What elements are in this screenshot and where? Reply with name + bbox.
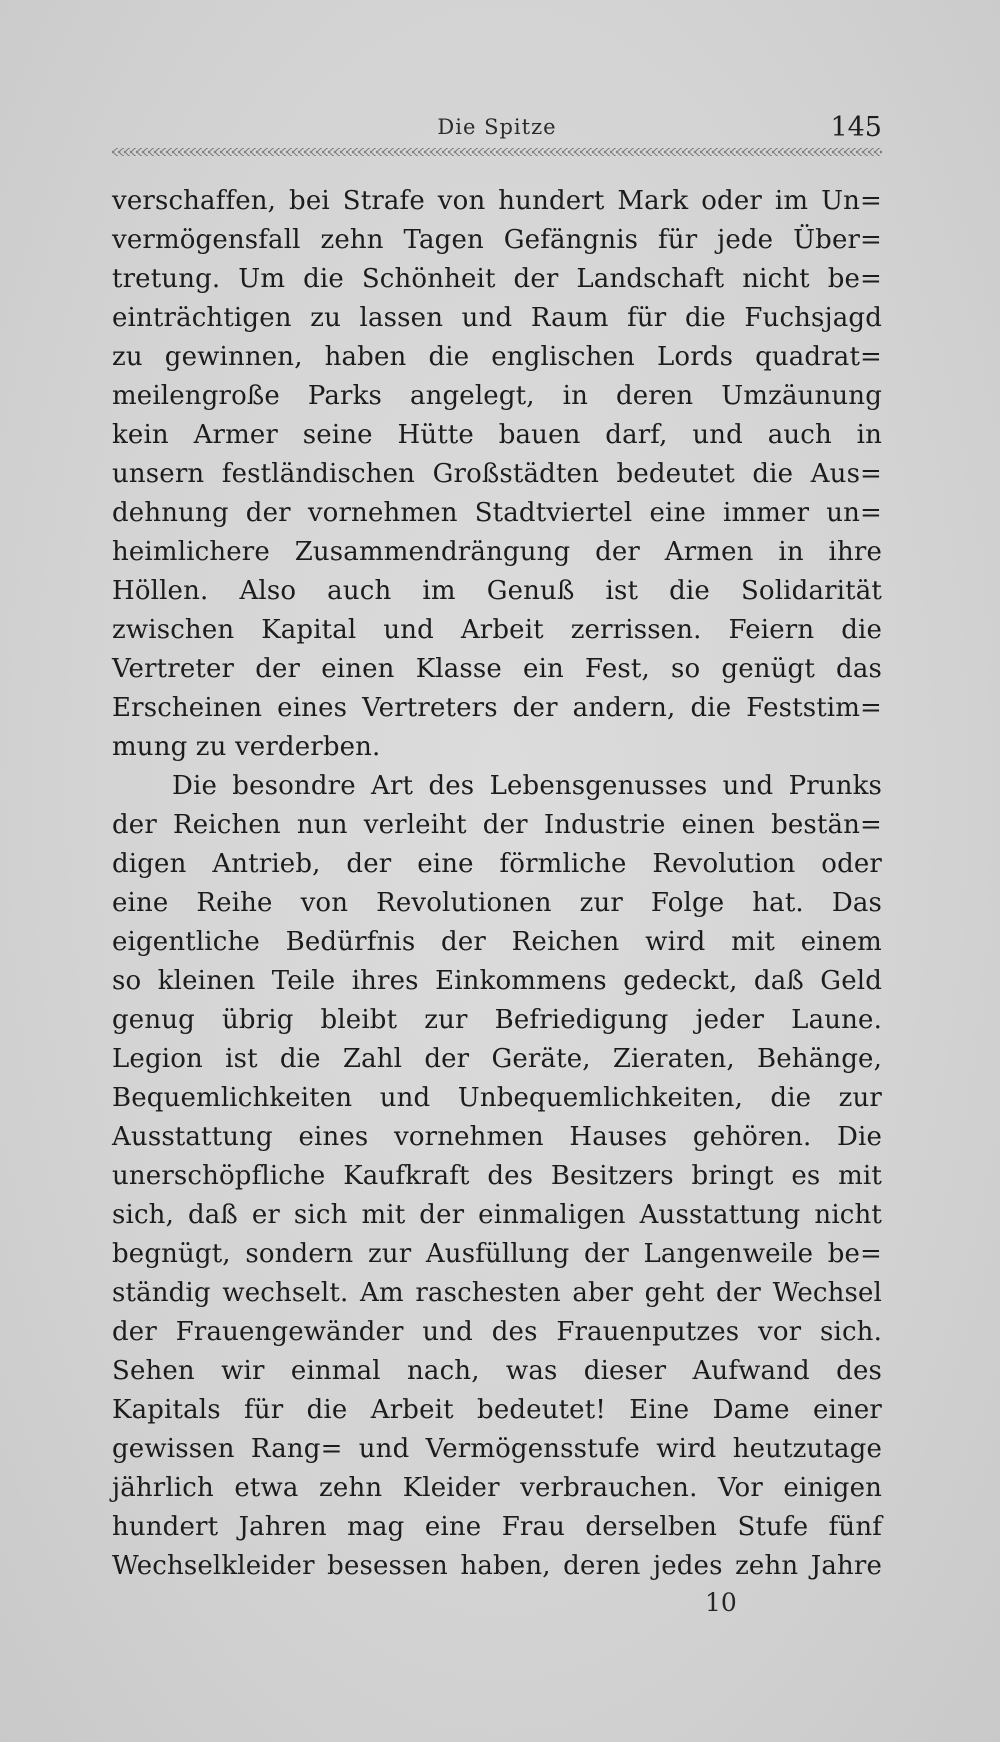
text-line: dehnung der vornehmen Stadtviertel eine immer un=: [112, 498, 882, 528]
text-line: genug übrig bleibt zur Befriedigung jeder Laune.: [112, 1005, 882, 1035]
text-line: kein Armer seine Hütte bauen darf, und auch in: [112, 420, 882, 450]
signature-mark: 10: [705, 1588, 737, 1617]
text-line: vermögensfall zehn Tagen Gefängnis für jede Über=: [112, 225, 882, 255]
text-line: Sehen wir einmal nach, was dieser Aufwand des: [112, 1356, 882, 1386]
text-line: Höllen. Also auch im Genuß ist die Solidarität: [112, 576, 882, 606]
text-line: Vertreter der einen Klasse ein Fest, so genügt das: [112, 654, 882, 684]
text-line: der Reichen nun verleiht der Industrie einen bestän=: [112, 810, 882, 840]
text-line: ständig wechselt. Am raschesten aber geht der Wechsel: [112, 1278, 882, 1308]
running-head: [112, 112, 882, 148]
text-block: [112, 112, 882, 1617]
page-number: 145: [830, 112, 882, 143]
text-line: eine Reihe von Revolutionen zur Folge hat. Das: [112, 888, 882, 918]
text-line: Kapitals für die Arbeit bedeutet! Eine Dame einer: [112, 1395, 882, 1425]
header-rule: [112, 148, 882, 156]
body-text: [112, 182, 882, 1586]
text-line: Ausstattung eines vornehmen Hauses gehören. Die: [112, 1122, 882, 1152]
text-line: verschaffen, bei Strafe von hundert Mark oder im Un=: [112, 186, 882, 216]
text-line: eigentliche Bedürfnis der Reichen wird mit einem: [112, 927, 882, 957]
running-title: Die Spitze: [437, 115, 557, 139]
text-line: mung zu verderben.: [112, 732, 381, 762]
text-line: heimlichere Zusammendrängung der Armen in ihre: [112, 537, 882, 567]
text-line: zwischen Kapital und Arbeit zerrissen. Feiern die: [112, 615, 882, 645]
text-line: Bequemlichkeiten und Unbequemlichkeiten, die zur: [112, 1083, 882, 1113]
text-line: Legion ist die Zahl der Geräte, Zieraten, Behänge,: [112, 1044, 882, 1074]
text-line: tretung. Um die Schönheit der Landschaft nicht be=: [112, 264, 882, 294]
text-line: unsern festländischen Großstädten bedeutet die Aus=: [112, 459, 882, 489]
text-line: Wechselkleider besessen haben, deren jedes zehn Jahre: [112, 1551, 882, 1581]
text-line: sich, daß er sich mit der einmaligen Ausstattung nicht: [112, 1200, 882, 1230]
text-line: unerschöpfliche Kaufkraft des Besitzers bringt es mit: [112, 1161, 882, 1191]
text-line: so kleinen Teile ihres Einkommens gedeckt, daß Geld: [112, 966, 882, 996]
text-line: digen Antrieb, der eine förmliche Revolution oder: [112, 849, 882, 879]
text-line: hundert Jahren mag eine Frau derselben Stufe fünf: [112, 1512, 882, 1542]
text-line: Die besondre Art des Lebensgenusses und Prunks: [172, 771, 882, 801]
text-line: einträchtigen zu lassen und Raum für die Fuchsjagd: [112, 303, 882, 333]
text-line: meilengroße Parks angelegt, in deren Umzäunung: [112, 381, 882, 411]
text-line: gewissen Rang= und Vermögensstufe wird heutzutage: [112, 1434, 882, 1464]
text-line: begnügt, sondern zur Ausfüllung der Langenweile be=: [112, 1239, 882, 1269]
text-line: jährlich etwa zehn Kleider verbrauchen. Vor einigen: [112, 1473, 882, 1503]
text-line: der Frauengewänder und des Frauenputzes vor sich.: [112, 1317, 882, 1347]
text-line: Erscheinen eines Vertreters der andern, die Feststim=: [112, 693, 882, 723]
text-line: zu gewinnen, haben die englischen Lords quadrat=: [112, 342, 882, 372]
